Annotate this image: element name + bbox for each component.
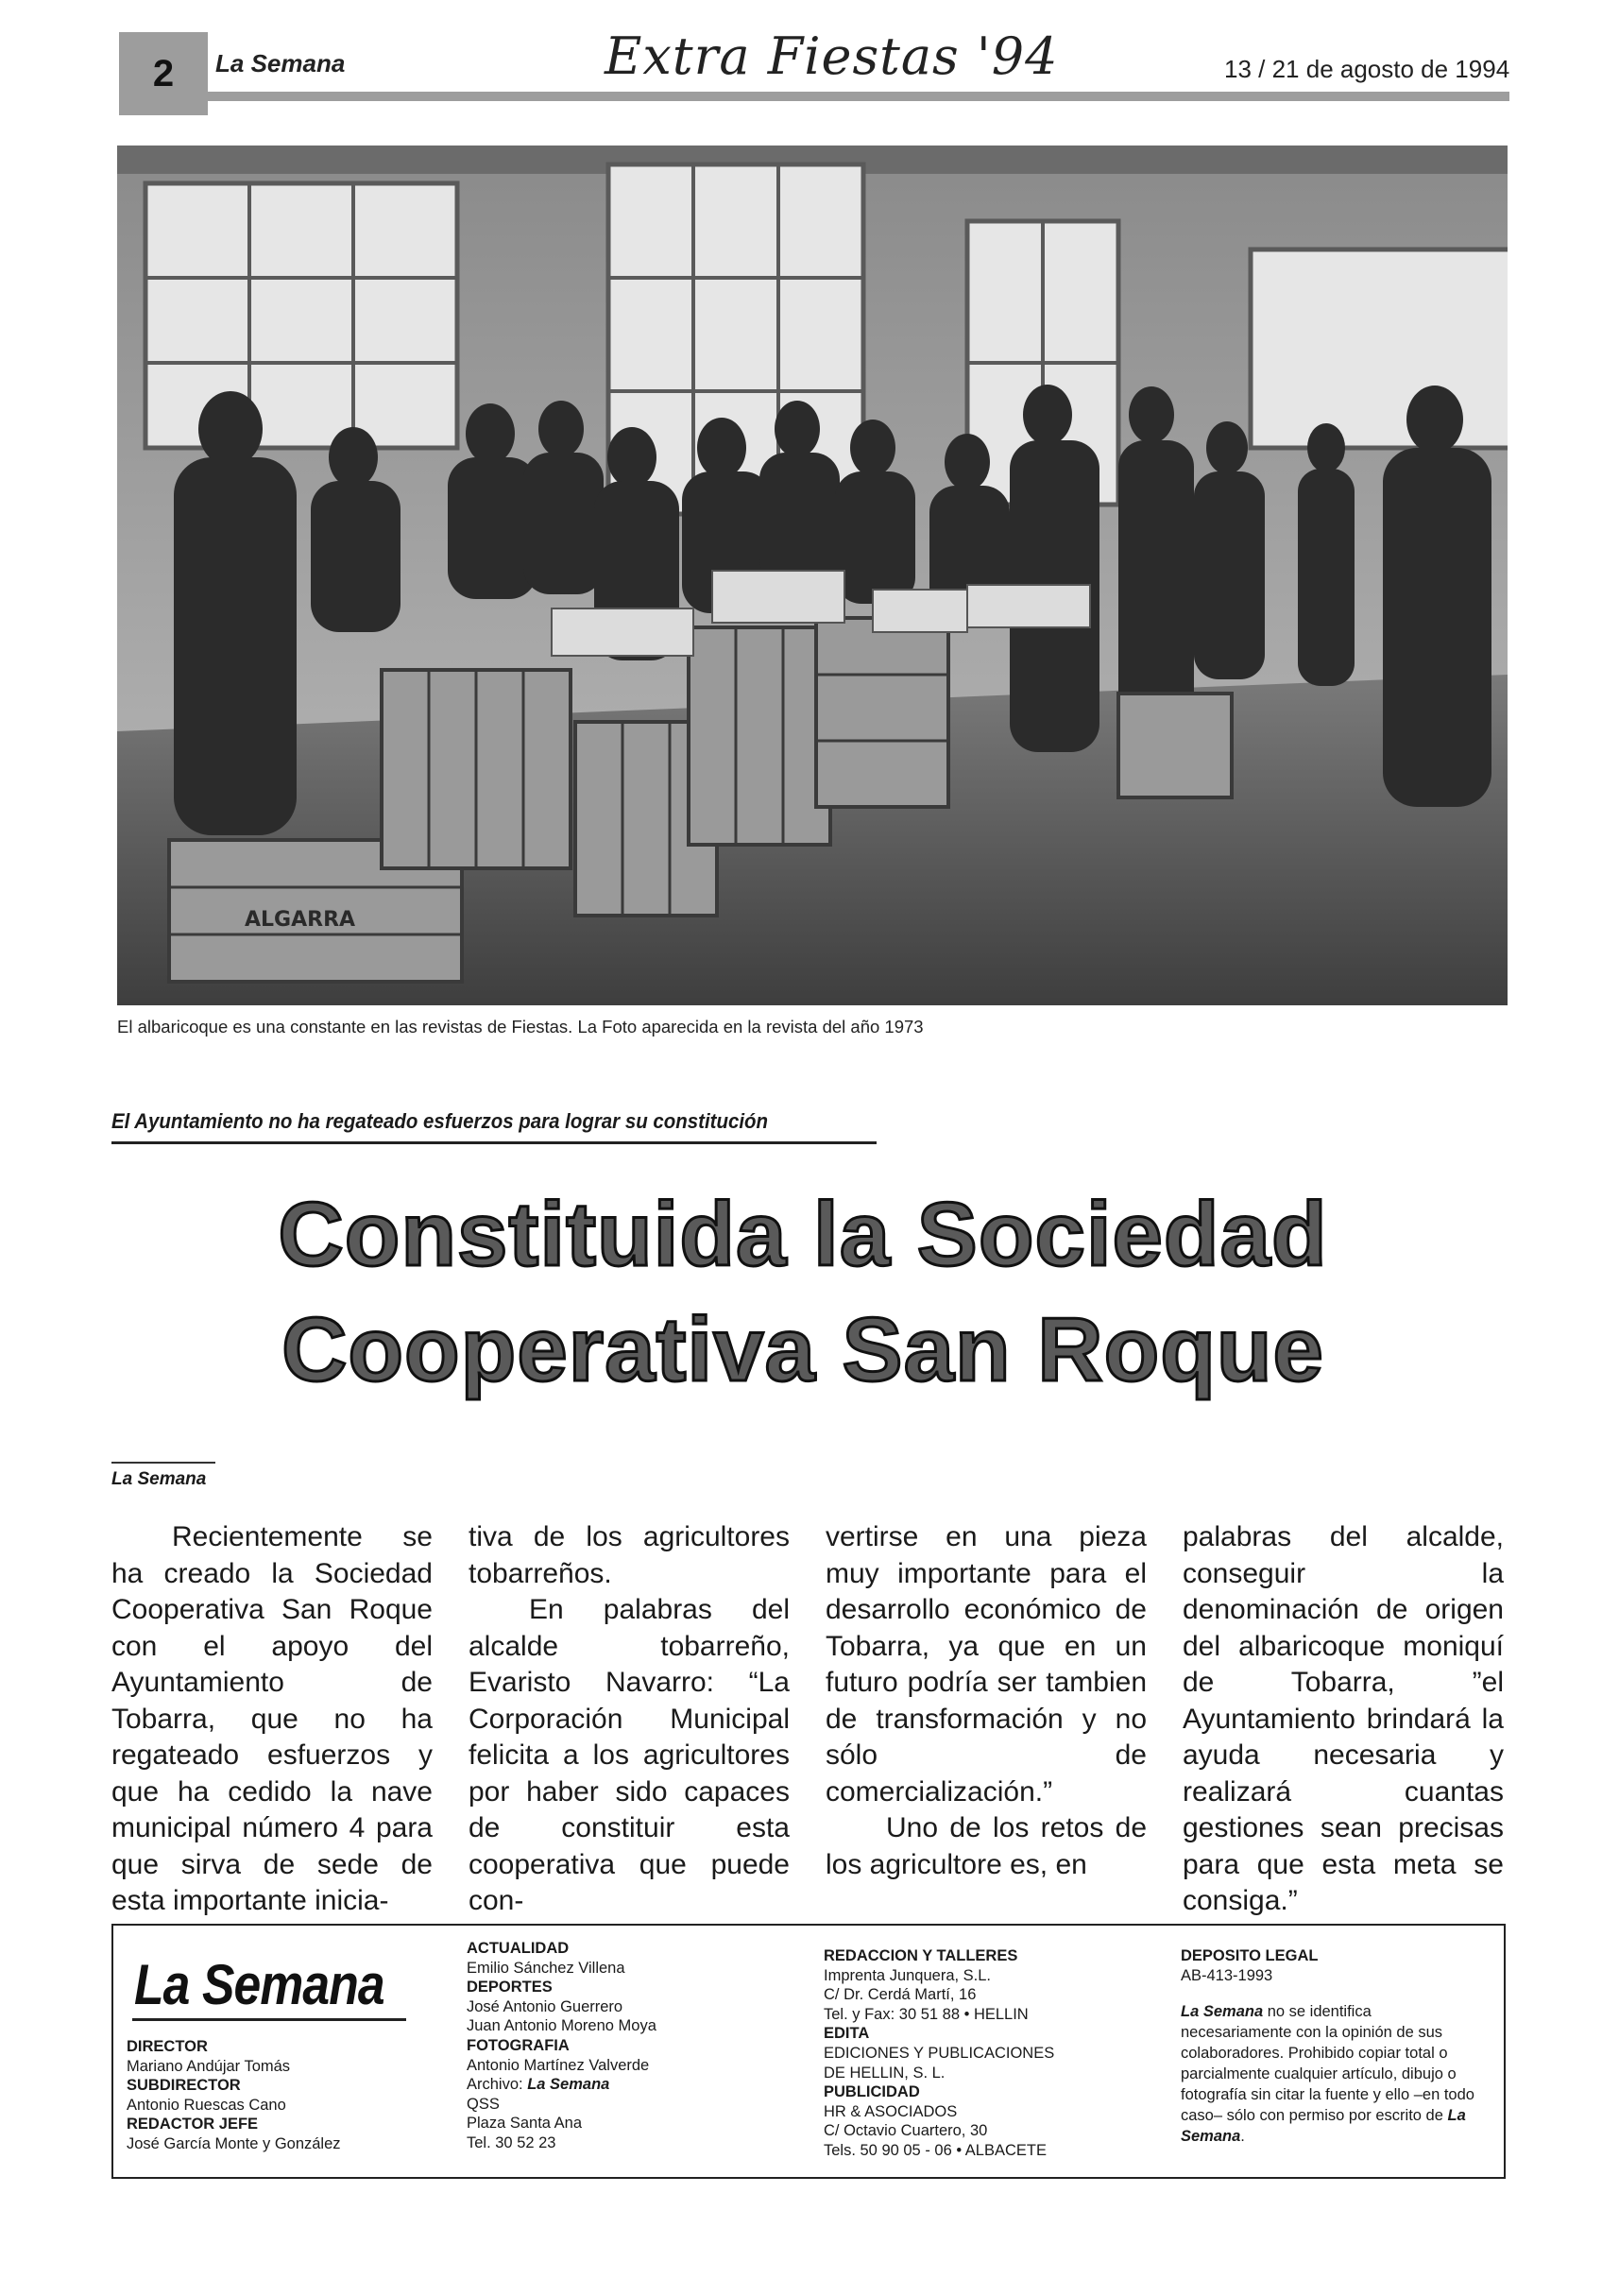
director-label: DIRECTOR [127, 2038, 208, 2055]
paragraph: palabras del alcalde, conseguir la denominación de origen del albaricoque moniquí de Tobarra, ”el Ayuntamiento brindará la ayuda necesaria y realizará cuantas gestiones sean precisas para que esta meta se consiga.” [1183, 1521, 1504, 1916]
archivo-prefix: Archivo: [467, 2076, 523, 2094]
archivo-line [467, 2075, 656, 2095]
page-number: 2 [119, 32, 208, 115]
photo-caption: El albaricoque es una constante en las revistas de Fiestas. La Foto aparecida en la revista del año 1973 [117, 1017, 924, 1037]
paragraph: En palabras del alcalde tobarreño, Evaristo Navarro: “La Corporación Municipal felicita a los agricultores por haber sido capaces de constituir esta cooperativa que puede con- [469, 1594, 790, 1916]
masthead-logo: La Semana [134, 1953, 384, 2016]
director-name: Mariano Andújar Tomás [127, 2057, 291, 2075]
crate-label: ALGARRA [245, 908, 356, 932]
disclaimer-end: . [1240, 2128, 1245, 2145]
disclaimer-brand-end: La Semana [1181, 2107, 1466, 2145]
photo-illustration [117, 146, 1508, 1005]
archivo-name: La Semana [527, 2076, 610, 2094]
publicidad: HR & ASOCIADOS [824, 2102, 958, 2120]
masthead-box [111, 1924, 1506, 2179]
masthead-col-legal [1181, 1946, 1318, 1985]
disclaimer-text: no se identifica necesariamente con la opinión de sus colaboradores. Prohibido copiar total o parcialmente cualquier artículo, dibujo o fotografía sin citar la fuente y ello –en todo caso– sólo con permiso por escrito de [1181, 2003, 1474, 2124]
redactor-jefe-label: REDACTOR JEFE [127, 2116, 259, 2133]
publicidad-label: PUBLICIDAD [824, 2083, 920, 2101]
imprenta: Imprenta Junquera, S.L. [824, 1966, 992, 1984]
masthead-col-production [824, 1946, 1054, 2161]
publicidad-direccion: C/ Octavio Cuartero, 30 [824, 2122, 988, 2140]
masthead-disclaimer [1181, 2001, 1483, 2147]
article-headline [123, 1177, 1483, 1408]
plaza: Plaza Santa Ana [467, 2115, 583, 2133]
paragraph: tiva de los agricultores tobarreños. [469, 1521, 790, 1589]
article-byline: La Semana [111, 1469, 207, 1489]
masthead-col-sections [467, 1939, 656, 2153]
deportes-name-1: José Antonio Guerrero [467, 1997, 623, 2015]
header-rule [208, 92, 1509, 101]
edita-1: EDICIONES Y PUBLICACIONES [824, 2044, 1055, 2062]
deportes-name-2: Juan Antonio Moreno Moya [467, 2017, 656, 2035]
article-column-4 [1183, 1519, 1504, 1920]
telfax: Tel. y Fax: 30 51 88 • HELLIN [824, 2005, 1029, 2023]
redactor-jefe-name: José García Monte y González [127, 2134, 341, 2152]
edita-2: DE HELLIN, S. L. [824, 2064, 946, 2082]
article-column-1 [111, 1519, 433, 1920]
article-column-2 [469, 1519, 790, 1920]
header-publication: La Semana [215, 49, 346, 77]
deposito-value: AB-413-1993 [1181, 1966, 1273, 1984]
fotografia-name: Antonio Martínez Valverde [467, 2056, 650, 2074]
subdirector-label: SUBDIRECTOR [127, 2077, 241, 2095]
masthead-col-staff [127, 2037, 341, 2154]
fotografia-label: FOTOGRAFIA [467, 2036, 570, 2054]
masthead-logo-rule [132, 2018, 406, 2021]
disclaimer-brand: La Semana [1181, 2003, 1264, 2020]
paragraph: Uno de los retos de los agricultore es, en [826, 1812, 1147, 1880]
headline-line-2: Cooperativa San Roque [281, 1298, 1324, 1400]
actualidad-name: Emilio Sánchez Villena [467, 1959, 625, 1977]
actualidad-label: ACTUALIDAD [467, 1940, 570, 1957]
kicker-rule [111, 1141, 877, 1144]
headline-line-1: Constituida la Sociedad [278, 1184, 1328, 1285]
deposito-label: DEPOSITO LEGAL [1181, 1947, 1319, 1964]
qss: QSS [467, 2095, 500, 2113]
tel: Tel. 30 52 23 [467, 2133, 556, 2151]
paragraph: Recientemente se ha creado la Sociedad Cooperativa San Roque con el apoyo del Ayuntamiento de Tobarra, que no ha regateado esfuerzos y que ha cedido la nave municipal número 4 para que sirva de sede de esta importante inicia- [111, 1521, 433, 1916]
deportes-label: DEPORTES [467, 1979, 553, 1996]
header-special-title: Extra Fiestas '94 [605, 26, 1059, 86]
publicidad-tel: Tels. 50 90 05 - 06 • ALBACETE [824, 2141, 1047, 2159]
header-date: 13 / 21 de agosto de 1994 [1224, 55, 1510, 83]
edita-label: EDITA [824, 2025, 870, 2043]
article-column-3 [826, 1519, 1147, 1883]
direccion: C/ Dr. Cerdá Martí, 16 [824, 1986, 977, 2004]
photo-cooperative-workers [117, 146, 1508, 1005]
subdirector-name: Antonio Ruescas Cano [127, 2096, 286, 2114]
byline-rule [111, 1462, 215, 1464]
article-kicker: El Ayuntamiento no ha regateado esfuerzos para lograr su constitución [111, 1109, 769, 1133]
paragraph: vertirse en una pieza muy importante para el desarrollo económico de Tobarra, ya que en un futuro podría ser tambien de transformación y no sólo de comercialización.” [826, 1521, 1147, 1808]
redaccion-label: REDACCION Y TALLERES [824, 1947, 1018, 1964]
